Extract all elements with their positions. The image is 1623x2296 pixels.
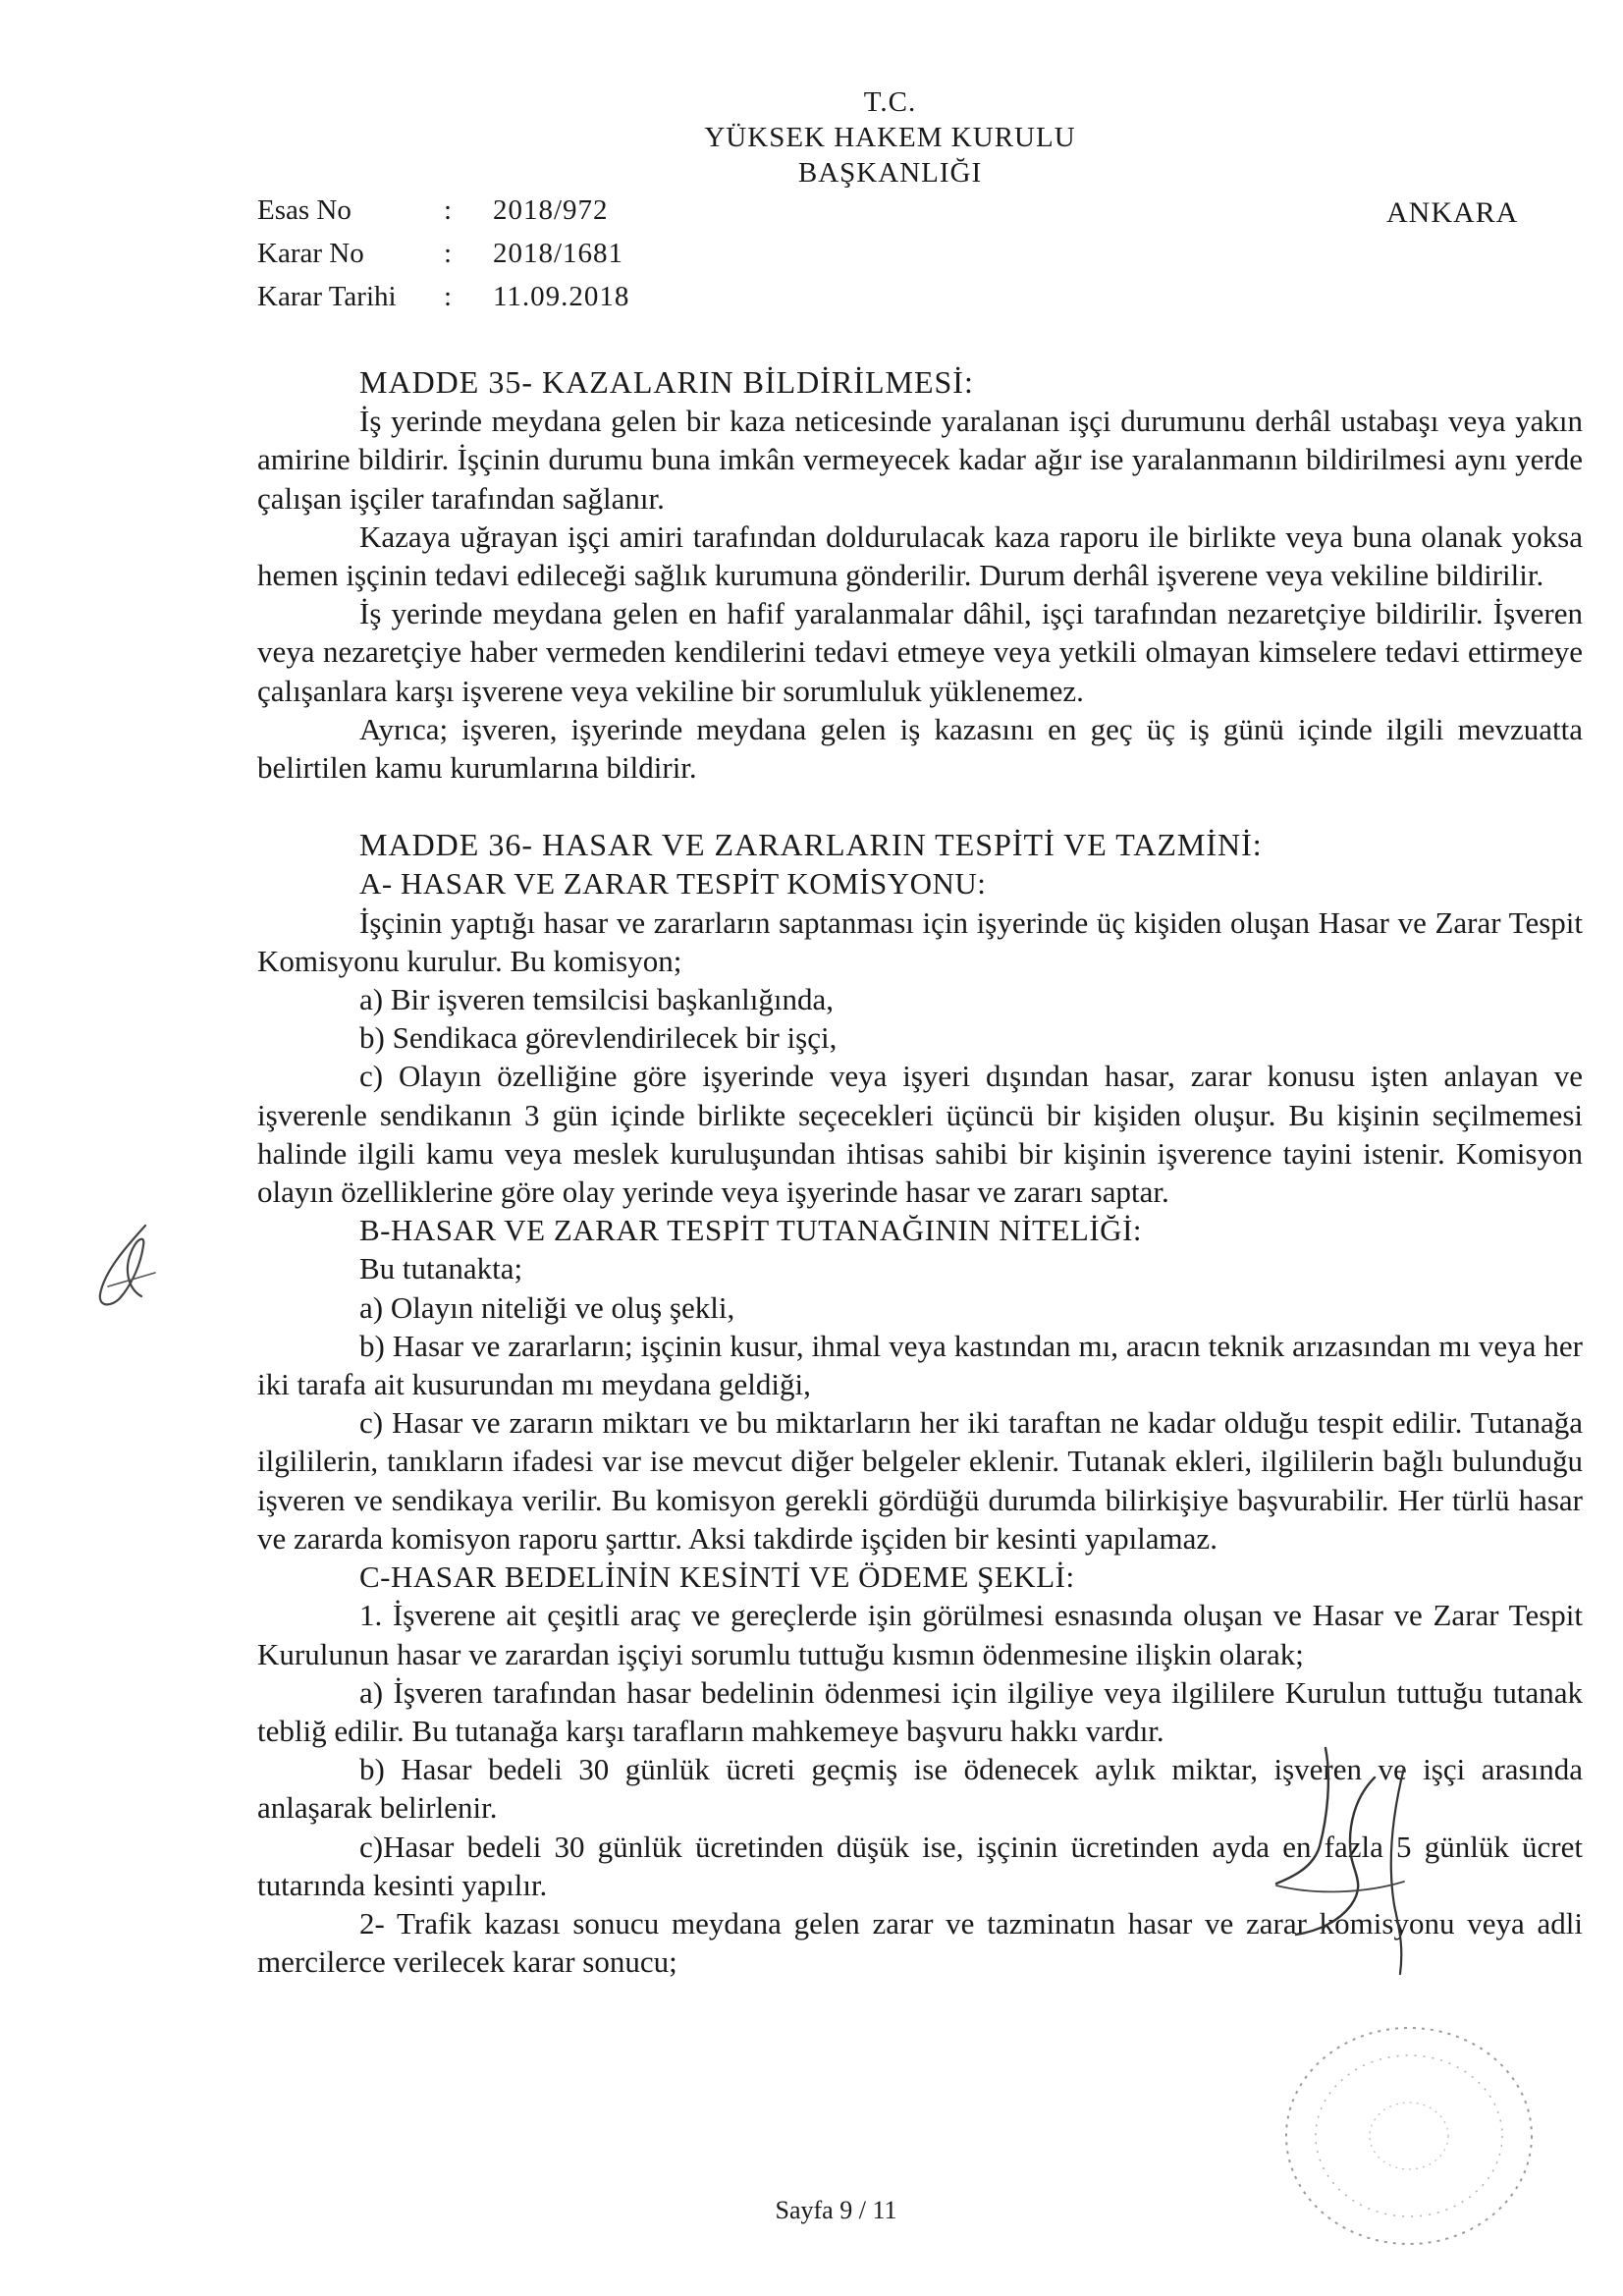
article-35-paragraph: İş yerinde meydana gelen bir kaza neticesinde yaralanan işçi durumunu derhâl ustabaşı veya yakın amirine bildirir. İşçinin durumu buna imkân vermeyecek kadar ağır ise yaralanmanın bildirilmesi aynı yerde çalışan işçiler tarafından sağlanır.	[257, 404, 1583, 516]
header-presidency: BAŞKANLIĞI	[797, 157, 983, 189]
meta-separator: :	[444, 281, 453, 312]
header-block	[0, 84, 1623, 191]
section-b-intro: Bu tutanakta;	[359, 1251, 523, 1286]
article-36-title: MADDE 36- HASAR VE ZARARLARIN TESPİTİ VE TAZMİNİ:	[359, 827, 1263, 863]
section-a-paragraph: İşçinin yaptığı hasar ve zararların saptanması için işyerinde üç kişiden oluşan Hasar ve Zarar Tespit Komisyonu kurulur. Bu komisyon;	[257, 904, 1583, 978]
header-tc: T.C.	[863, 86, 917, 118]
meta-label: Esas No	[257, 194, 352, 226]
article-35-paragraph: Kazaya uğrayan işçi amiri tarafından doldurulacak kaza raporu ile birlikte veya buna olanak yoksa hemen işçinin tedavi edileceği sağlık kurumuna gönderilir. Durum derhâl işverene veya vekiline bildirilir.	[257, 519, 1583, 593]
section-c-paragraph: 2- Trafik kazası sonucu meydana gelen zarar ve tazminatın hasar ve zarar komisyonu veya adli mercilerce verilecek karar sonucu;	[257, 1905, 1583, 1980]
meta-label: Karar No	[257, 238, 364, 269]
meta-value: 11.09.2018	[493, 281, 630, 312]
section-b-item: c) Hasar ve zararın miktarı ve bu miktarların her iki taraftan ne kadar olduğu tespit edilir. Tutanağa ilgililerin, tanıkların ifadesi var ise mevcut diğer belgeler eklenir. Tutanak ekleri, ilgililerin bağlı bulunduğu işveren ve sendikaya verilir. Bu komisyon gerekli gördüğü durumda bilirkişiye başvurabilir. Her türlü hasar ve zararda komisyon raporu şarttır. Aksi takdirde işçiden bir kesinti yapılamaz.	[257, 1405, 1583, 1556]
section-b-item: a) Olayın niteliği ve oluş şekli,	[359, 1289, 735, 1325]
handwritten-signature	[1257, 1738, 1453, 1994]
section-a-item: c) Olayın özelliğine göre işyerinde veya işyeri dışından hasar, zarar konusu işten anlayan ve işverenle sendikanın 3 gün içinde birlikte seçecekleri üçüncü bir kişiden oluşur. Bu kişinin seçilmemesi halinde ilgili kamu veya meslek kuruluşundan ihtisas sahibi bir kişinin işverence tayini istenir. Komisyon olayın özelliklerine göre olay yerinde veya işyerinde hasar ve zararı saptar.	[257, 1059, 1583, 1210]
section-a-item: a) Bir işveren temsilcisi başkanlığında,	[359, 982, 834, 1017]
faint-stamp-seal	[1267, 2003, 1551, 2269]
article-35-paragraph: Ayrıca; işveren, işyerinde meydana gelen iş kazasını en geç üç iş günü içinde ilgili mevzuatta belirtilen kamu kurumlarına bildirir.	[257, 711, 1583, 786]
case-meta	[257, 189, 629, 318]
section-b-item: b) Hasar ve zararların; işçinin kusur, ihmal veya kastından mı, aracın teknik arızasından mı veya her iki tarafa ait kusurundan mı meydana geldiği,	[257, 1328, 1583, 1402]
section-c-item: c)Hasar bedeli 30 günlük ücretinden düşük ise, işçinin ücretinden ayda en fazla 5 günlük ücret tutarında kesinti yapılır.	[257, 1829, 1583, 1902]
meta-value: 2018/1681	[493, 238, 624, 269]
city-label: ANKARA	[1386, 196, 1519, 229]
meta-value: 2018/972	[493, 194, 609, 226]
article-35-paragraph: İş yerinde meydana gelen en hafif yaralanmalar dâhil, işçi tarafından nezaretçiye bildirilir. İşveren veya nezaretçiye haber vermeden kendilerini tedavi etmeye veya yetkili olmayan kimselere tedavi ettirmeye çalışanlara karşı işverene veya vekiline bir sorumluluk yüklenemez.	[257, 596, 1583, 708]
meta-label: Karar Tarihi	[257, 281, 397, 312]
meta-row-tarih	[257, 275, 629, 318]
meta-separator: :	[444, 238, 453, 269]
page-number: Sayfa 9 / 11	[775, 2196, 897, 2224]
section-c-item: b) Hasar bedeli 30 günlük ücreti geçmiş ise ödenecek aylık miktar, işveren ve işçi arasında anlaşarak belirlenir.	[257, 1752, 1583, 1826]
article-35-title: MADDE 35- KAZALARIN BİLDİRİLMESİ:	[359, 364, 974, 400]
section-c-paragraph: 1. İşverene ait çeşitli araç ve gereçlerde işin görülmesi esnasında oluşan ve Hasar ve Zarar Tespit Kurulunun hasar ve zarardan işçiyi sorumlu tuttuğu kısmın ödenmesine ilişkin olarak;	[257, 1598, 1583, 1671]
section-a-heading: A- HASAR VE ZARAR TESPİT KOMİSYONU:	[359, 866, 987, 902]
section-c-item: a) İşveren tarafından hasar bedelinin ödenmesi için ilgiliye veya ilgililere Kurulun tuttuğu tutanak tebliğ edilir. Bu tutanağa karşı tarafların mahkemeye başvuru hakkı vardır.	[257, 1674, 1583, 1748]
section-a-item: b) Sendikaca görevlendirilecek bir işçi,	[359, 1020, 838, 1056]
section-b-heading: B-HASAR VE ZARAR TESPİT TUTANAĞININ NİTELİĞİ:	[359, 1213, 1143, 1248]
meta-separator: :	[444, 194, 453, 226]
section-c-heading: C-HASAR BEDELİNİN KESİNTİ VE ÖDEME ŞEKLİ:	[359, 1559, 1075, 1595]
margin-initial-signature	[86, 1218, 175, 1316]
meta-row-karar	[257, 232, 629, 275]
header-institution: YÜKSEK HAKEM KURULU	[704, 122, 1076, 153]
meta-row-esas	[257, 189, 629, 232]
